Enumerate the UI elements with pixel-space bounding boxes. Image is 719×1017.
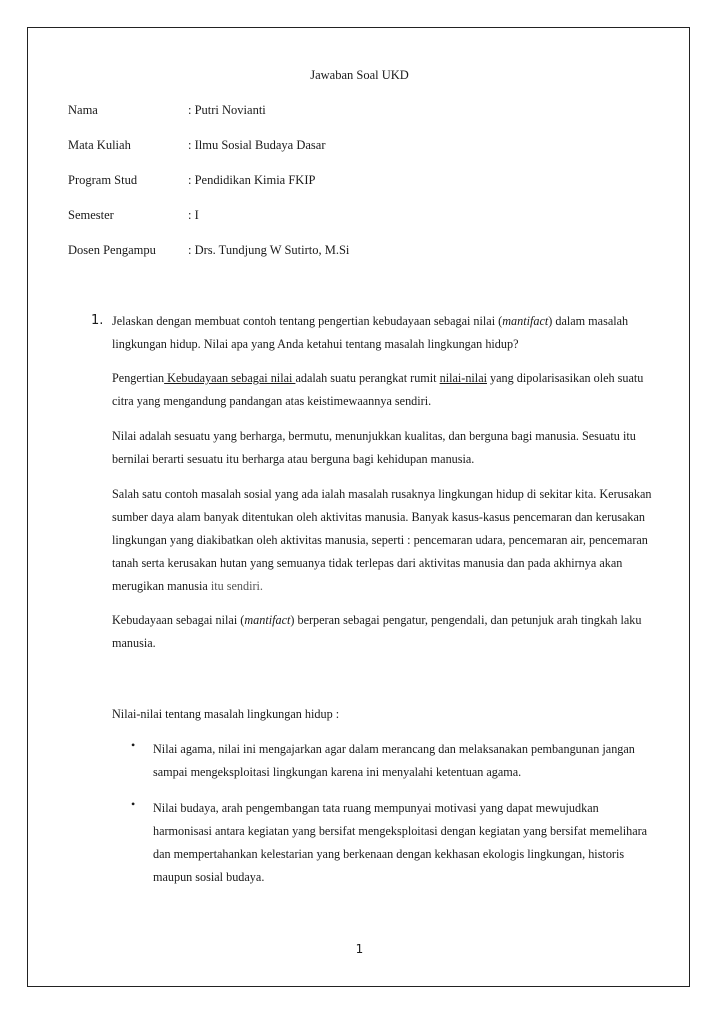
paragraph-nilai: Nilai adalah sesuatu yang berharga, bermutu, menunjukkan kualitas, dan berguna bagi manusia. Sesuatu itu bernilai berarti sesuatu itu berharga atau berguna bagi kehidupan manusia. <box>112 429 636 466</box>
paragraph-definition: Pengertian Kebudayaan sebagai nilai adalah suatu perangkat rumit nilai-nilai yang dipolarisasikan oleh suatu citra yang mengandung pandangan atas keistimewaannya sendiri. <box>112 371 644 408</box>
meta-label: Semester <box>68 208 114 222</box>
meta-label: Program Stud <box>68 173 138 187</box>
document-title: Jawaban Soal UKD <box>310 68 409 82</box>
question-number: 1. <box>91 313 104 328</box>
list-heading: Nilai-nilai tentang masalah lingkungan hidup : <box>112 707 340 721</box>
meta-label: Nama <box>68 103 98 117</box>
meta-value: : Putri Novianti <box>188 103 266 117</box>
meta-value: : Ilmu Sosial Budaya Dasar <box>188 138 326 152</box>
question-text: Jelaskan dengan membuat contoh tentang pengertian kebudayaan sebagai nilai (mantifact) dalam masalah lingkungan hidup. Nilai apa yang Anda ketahui tentang masalah lingkungan hidup? <box>112 314 629 351</box>
meta-label: Dosen Pengampu <box>68 243 156 257</box>
page-number: 1 <box>355 942 364 956</box>
bullet-marker: • <box>131 797 136 811</box>
meta-value: : Pendidikan Kimia FKIP <box>188 173 316 187</box>
meta-value: : Drs. Tundjung W Sutirto, M.Si <box>188 243 350 257</box>
bullet-item-budaya: Nilai budaya, arah pengembangan tata ruang mempunyai motivasi yang dapat mewujudkan harmonisasi antara kegiatan yang bersifat mengeksploitasi dengan kegiatan yang bersifat memelihara dan mempertahankan kelestarian yang berkenaan dengan kekhasan ekologis lingkungan, historis maupun sosial budaya. <box>153 801 648 884</box>
italic-term: mantifact <box>244 613 291 627</box>
paragraph-role: Kebudayaan sebagai nilai (mantifact) berperan sebagai pengatur, pengendali, dan petunjuk arah tingkah laku manusia. <box>112 613 642 650</box>
meta-label: Mata Kuliah <box>68 138 131 152</box>
italic-term: mantifact <box>502 314 549 328</box>
paragraph-example: Salah satu contoh masalah sosial yang ada ialah masalah rusaknya lingkungan hidup di sekitar kita. Kerusakan sumber daya alam banyak ditentukan oleh aktivitas manusia. Banyak kasus-kasus pencemaran dan kerusakan lingkungan yang diakibatkan oleh aktivitas manusia, seperti : pencemaran udara, pencemaran air, pencemaran tanah serta kerusakan hutan yang semuanya tidak terlepas dari aktivitas manusia dan pada akhirnya akan merugikan manusia itu sendiri. <box>112 487 652 593</box>
meta-value: : I <box>188 208 199 222</box>
bullet-item-agama: Nilai agama, nilai ini mengajarkan agar dalam merancang dan melaksanakan pembangunan jangan sampai mengeksploitasi lingkungan karena ini menyalahi ketentuan agama. <box>153 742 635 779</box>
bullet-marker: • <box>131 738 136 752</box>
